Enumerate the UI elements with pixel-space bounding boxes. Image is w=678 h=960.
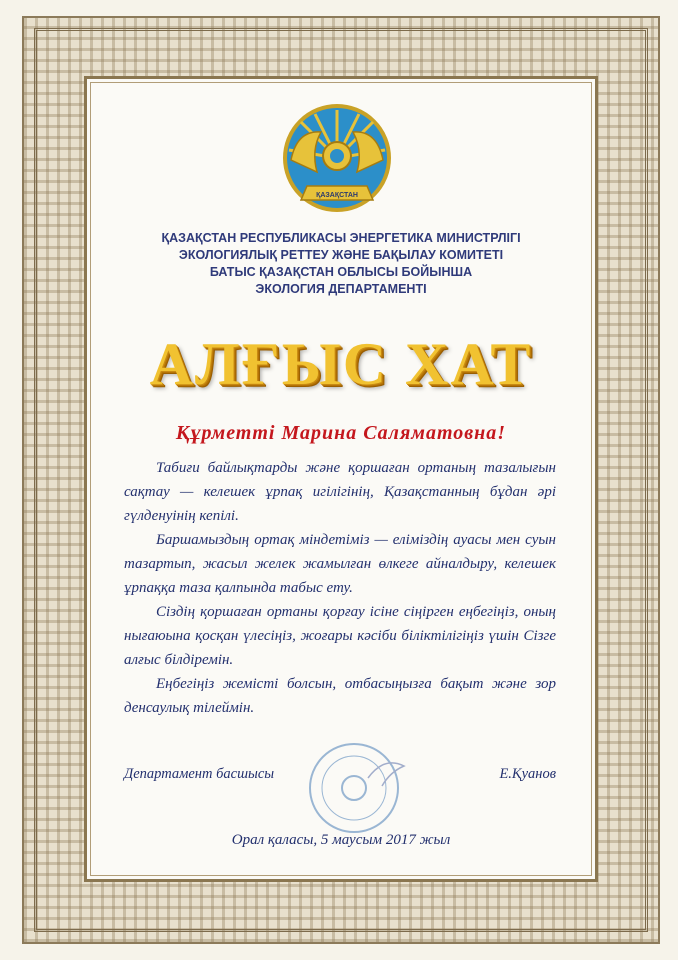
greeting-line: Құрметті Марина Саляматовна!	[175, 422, 507, 444]
place-date: Орал қаласы, 5 маусым 2017 жыл	[231, 832, 451, 848]
signature-name: Е.Қуанов	[499, 766, 556, 782]
organization-line-2: ЭКОЛОГИЯЛЫҚ РЕТТЕУ ЖӘНЕ БАҚЫЛАУ КОМИТЕТІ	[178, 248, 504, 262]
organization-line-4: ЭКОЛОГИЯ ДЕПАРТАМЕНТІ	[255, 282, 427, 296]
paragraph-3: Сіздің қоршаған ортаны қорғау ісіне сіңірген еңбегіңіз, оның нығаюына қосқан үлесіңіз, жоғары кәсіби біліктілігіңіз үшін Сізге алғыс білдіремін.	[124, 604, 556, 668]
signature-position: Департамент басшысы	[124, 766, 275, 782]
organization-line-1: ҚАЗАҚСТАН РЕСПУБЛИКАСЫ ЭНЕРГЕТИКА МИНИСТРЛІГІ	[161, 231, 521, 245]
state-emblem-icon	[277, 100, 397, 220]
paragraph-1: Табиғи байлықтарды және қоршаған ортаның тазалығын сақтау — келешек ұрпақ игілігінің, Қазақстанның бұдан әрі гүлденуінің кепілі.	[124, 460, 556, 524]
organization-line-3: БАТЫС ҚАЗАҚСТАН ОБЛЫСЫ БОЙЫНША	[209, 265, 473, 279]
seal-stamp-icon	[304, 736, 414, 836]
organization-block	[90, 230, 592, 298]
emblem-banner-text: ҚАЗАҚСТАН	[316, 192, 358, 199]
paragraph-4: Еңбегіңіз жемісті болсын, отбасыңызға бақыт және зор денсаулық тілеймін.	[124, 676, 556, 716]
paragraph-2: Баршамыздың ортақ міндетіміз — еліміздің ауасы мен суын тазартып, жасыл желек жамылған өлкеге айналдыру, келешек ұрпаққа таза қалпында табыс ету.	[124, 532, 556, 596]
certificate-title: АЛҒЫС ХАТ	[149, 331, 533, 397]
letter-body	[124, 456, 556, 720]
